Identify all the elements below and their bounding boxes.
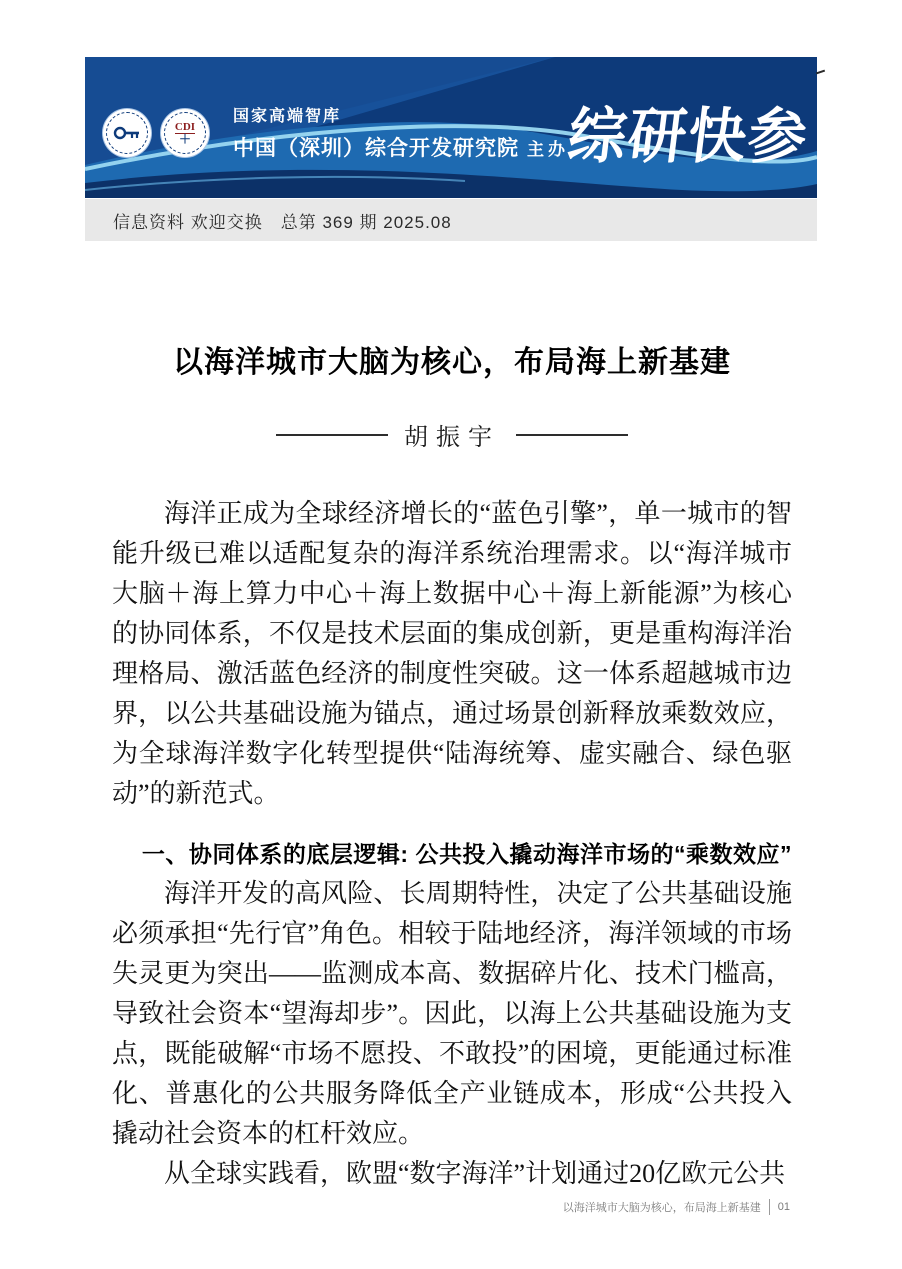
cdi-plus-icon: ＋ [178,132,191,146]
footer-running-title: 以海洋城市大脑为核心，布局海上新基建 [562,1202,761,1214]
masthead-title: 综研快参 [564,102,813,171]
issue-info-text: 信息资料 欢迎交换 总第 369 期 2025.08 [113,212,452,232]
scan-crop-mark [816,70,825,75]
article [112,337,792,1194]
masthead-banner [85,57,817,198]
cttt-logo [103,109,151,157]
logo-row [103,109,209,157]
paragraph-3: 从全球实践看，欧盟“数字海洋”计划通过20亿欧元公共 [164,1159,786,1188]
cdi-logo-text: CDI [174,121,196,133]
footer-page-number: 01 [777,1201,790,1213]
author-name: 胡振宇 [404,425,500,451]
page-footer [563,1199,790,1215]
author-row [112,417,792,452]
footer-separator [769,1199,770,1215]
org-name-text: 中国（深圳）综合开发研究院 [233,137,519,160]
cdi-logo [161,109,209,157]
author-rule-left [276,434,388,436]
section-1-heading: 一、协同体系的底层逻辑: 公共投入撬动海洋市场的“乘数效应” [141,841,792,867]
article-body [112,494,792,1194]
paragraph-2: 海洋开发的高风险、长周期特性，决定了公共基础设施必须承担“先行官”角色。相较于陆地经济，海洋领域的市场失灵更为突出——监测成本高、数据碎片化、技术门槛高，导致社会资本“望海却步”。因此，以海上公共基础设施为支点，既能破解“市场不愿投、不敢投”的困境，更能通过标准化、普惠化的公共服务降低全产业链成本，形成“公共投入撬动社会资本的杠杆效应。 [112,879,792,1148]
key-icon [106,112,148,154]
org-name [233,132,569,162]
paragraph-1: 海洋正成为全球经济增长的“蓝色引擎”，单一城市的智能升级已难以适配复杂的海洋系统治理需求。以“海洋城市大脑＋海上算力中心＋海上数据中心＋海上新能源”为核心的协同体系，不仅是技术层面的集成创新，更是重构海洋治理格局、激活蓝色经济的制度性突破。这一体系超越城市边界，以公共基础设施为锚点，通过场景创新释放乘数效应，为全球海洋数字化转型提供“陆海统筹、虚实融合、绿色驱动”的新范式。 [112,499,792,808]
author-rule-right [516,434,628,436]
organization-block [233,103,569,162]
org-suffix: 主办 [527,140,569,159]
issue-info-bar [85,199,817,241]
org-tagline: 国家高端智库 [233,108,342,125]
article-title: 以海洋城市大脑为核心，布局海上新基建 [173,346,731,379]
